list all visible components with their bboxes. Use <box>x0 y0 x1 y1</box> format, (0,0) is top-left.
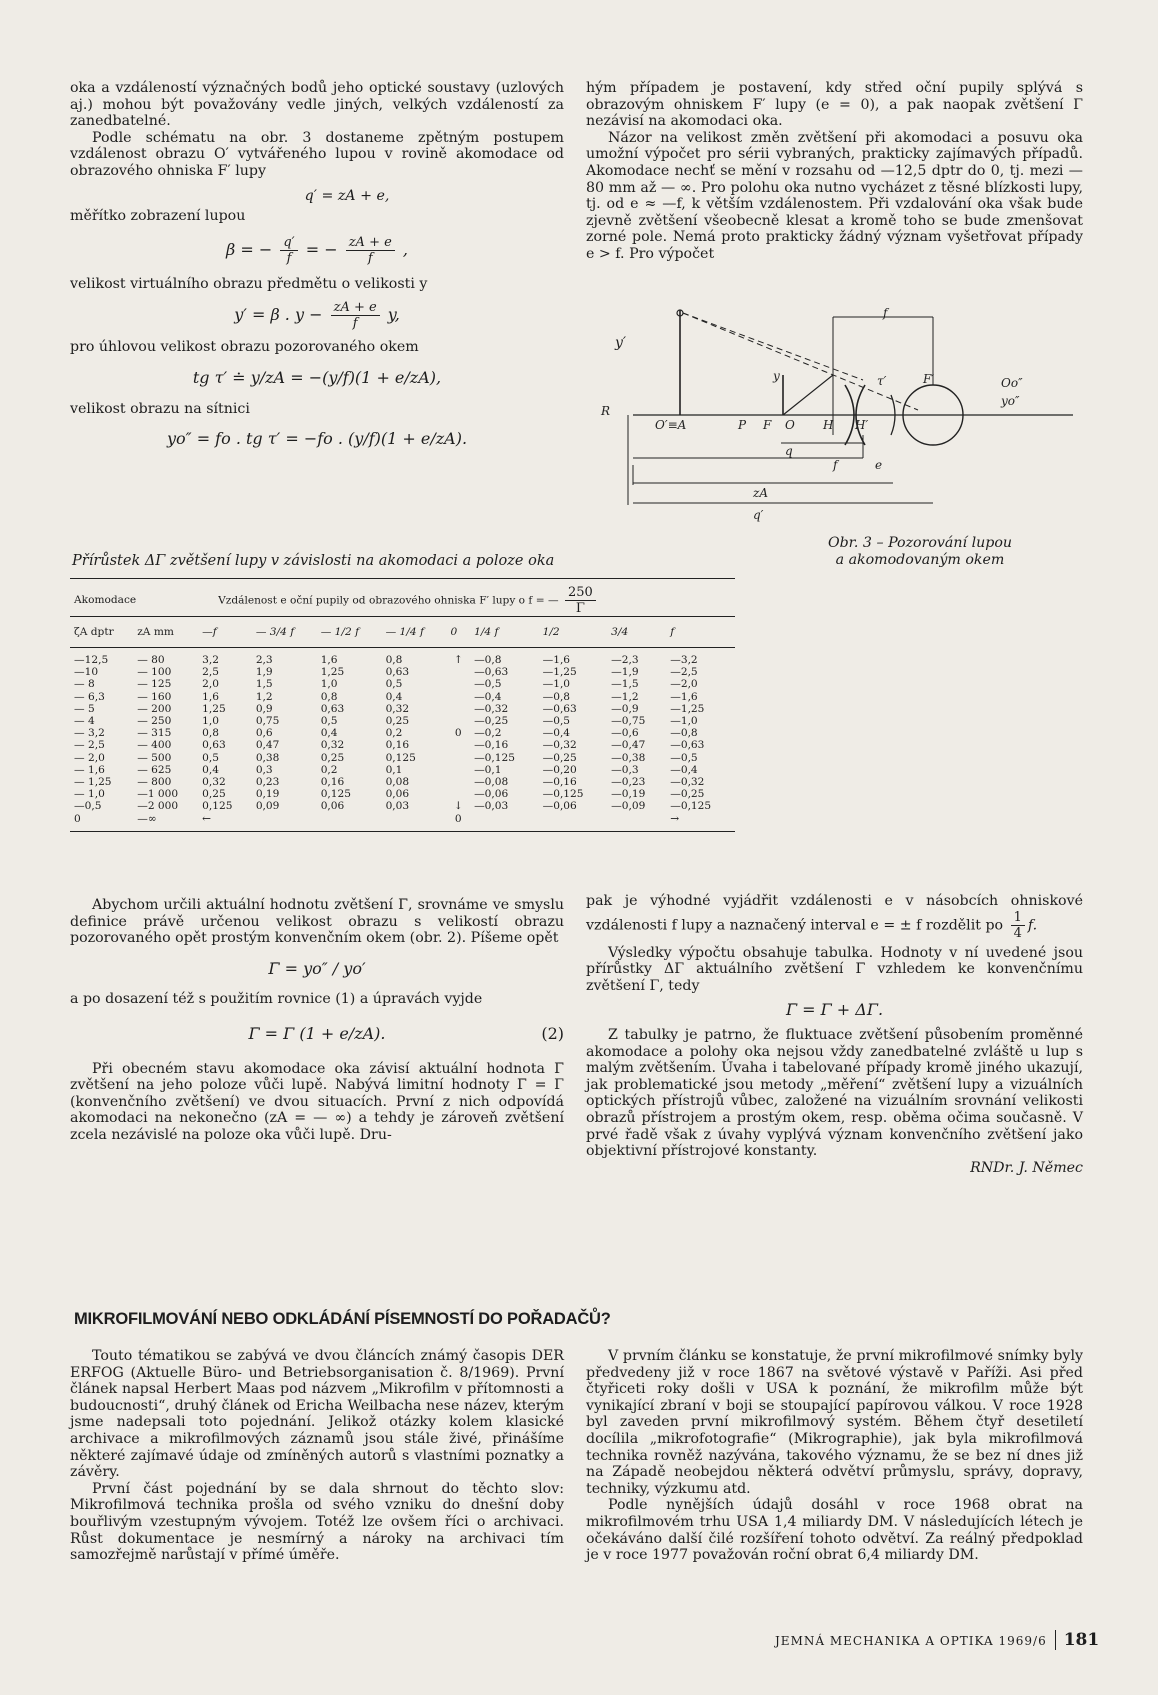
table-cell: —0,125 <box>670 800 712 813</box>
cell-z: — 400 <box>137 739 172 752</box>
table-cell: —0,16 <box>474 739 509 752</box>
table-cell <box>252 813 317 832</box>
label-zA: zA <box>753 486 768 500</box>
table-cell: 0,125 <box>320 788 352 801</box>
table-cell: 0,63 <box>202 739 226 752</box>
table-cell <box>446 764 470 776</box>
cell-z: —1 000 <box>137 788 179 801</box>
label-yo: yo″ <box>1001 394 1020 408</box>
table-cell <box>317 813 382 832</box>
ray <box>783 375 833 415</box>
table-cell: 0,63 <box>320 702 345 715</box>
table-cell: —1,25 <box>542 666 577 679</box>
table-cell: 2,3 <box>255 654 273 666</box>
cell-zeta: — 4 <box>74 715 95 728</box>
table-cell: 0,6 <box>255 727 273 740</box>
table-cell: 0,16 <box>320 776 345 789</box>
page-number: 181 <box>1055 1630 1100 1650</box>
table-cell: 0,4 <box>385 690 403 703</box>
table-row <box>70 703 735 715</box>
table-cell: 1,0 <box>202 715 219 728</box>
col-e-header: 0 <box>446 617 470 648</box>
col-e-header: — 3/4 f <box>252 617 317 648</box>
table-cell: —0,09 <box>611 800 646 813</box>
table-row <box>70 752 735 764</box>
table-cell: 3,2 <box>202 654 219 666</box>
label-H: H <box>823 418 834 432</box>
equation-yo: yo″ = fo . tg τ′ = −fo . (y/f)(1 + e/zA). <box>166 429 468 449</box>
table-cell <box>446 776 470 788</box>
table-cell: 0,47 <box>255 739 280 752</box>
paragraph: Názor na velikost změn zvětšení při akomodaci a posuvu oka umožní výpočet pro sérii vybraných, prakticky zajímavých případů. Akomodace nechť se mění v rozsahu od —12,5 dptr do 0, tj. mezi —80 mm až — ∞. Pro polohu oka nutno vycházet z těsné blízkosti lupy, tj. od e ≈ —f, k větším vzdálenostem. Při vzdalování oka však bude zjevně zvětšení všeobecně klesat a kromě toho se bude zmenšovat zorné pole. Nemá proto prakticky žádný význam vyšetřovat případy e > f. Pro výpočet <box>586 129 1083 262</box>
table-cell: 0,8 <box>385 654 403 666</box>
col-e-header: 3/4 <box>607 617 666 648</box>
article2-left-column <box>70 1348 564 1564</box>
cell-zeta: — 1,0 <box>74 788 105 801</box>
cell-zeta: — 1,6 <box>74 763 105 776</box>
table-cell: 0,4 <box>320 727 338 740</box>
cell-z: — 160 <box>137 690 172 703</box>
table-row <box>70 678 735 690</box>
table-cell: 0,5 <box>202 751 219 764</box>
label-Hp: H′ <box>855 418 869 432</box>
cell-zeta: — 5 <box>74 702 95 715</box>
table-cell: ← <box>198 813 252 832</box>
label-qp: q′ <box>753 508 764 522</box>
table-row <box>70 813 735 832</box>
table-cell: —2,0 <box>670 678 698 691</box>
cell-z: — 125 <box>137 678 172 691</box>
left-mid-column <box>70 897 564 1144</box>
col-z: zA mm <box>133 617 198 648</box>
table-cell <box>607 813 666 832</box>
table-cell: —0,5 <box>670 751 698 764</box>
label-uhlova: pro úhlovou velikost obrazu pozorovaného okem <box>70 339 419 356</box>
cell-z: — 500 <box>137 751 172 764</box>
table-cell <box>470 813 539 832</box>
cell-zeta: —0,5 <box>74 800 102 813</box>
table-row <box>70 764 735 776</box>
table-cell: 0,23 <box>255 776 280 789</box>
table-cell: —0,32 <box>474 702 509 715</box>
label-O: O <box>785 418 795 432</box>
paragraph: a po dosazení též s použitím rovnice (1) a úpravách vyjde <box>70 991 483 1008</box>
table-cell: 0,25 <box>320 751 345 764</box>
table-cell: —0,06 <box>542 800 577 813</box>
header-akomodace: Akomodace <box>70 579 198 617</box>
col-e-header: —f <box>198 617 252 648</box>
table-row <box>70 788 735 800</box>
table-cell: —0,5 <box>474 678 502 691</box>
table-cell: —3,2 <box>670 654 698 666</box>
col-e-header: f <box>666 617 735 648</box>
label-q: q <box>785 444 793 458</box>
equation-beta: β = − $\frac{q'}{f}$ = − $\frac{zA + e}{f}$ , <box>226 234 408 266</box>
paragraph: Touto tématikou se zabývá ve dvou článcích známý časopis DER ERFOG (Aktuelle Büro- und Betriebsorganisation č. 8/1969). První článek napsal Herbert Maas pod názvem „Mikrofilm v přítomnosti a budoucnosti“, druhý článek od Ericha Weilbacha nese název, kterým jsme nadepsali toto pojednání. Jelikož otázky kolem klasické archivace a mikrofilmových záznamů jsou stále živé, přinášíme některé zajímavé údaje od zmíněných autorů s vlastními poznatky a závěry. <box>70 1348 564 1481</box>
cell-zeta: — 6,3 <box>74 690 105 703</box>
table-cell: —0,23 <box>611 776 646 789</box>
table-cell: ↑ <box>453 654 463 666</box>
table-cell: 0,2 <box>385 727 403 740</box>
label-OA: O′≡A <box>655 418 687 432</box>
table-cell: 0,03 <box>385 800 410 813</box>
label-f-bottom: f <box>833 458 838 472</box>
table-cell: —0,125 <box>542 788 584 801</box>
table-row <box>70 715 735 727</box>
table-cell: —0,3 <box>611 763 639 776</box>
table-cell: —0,38 <box>611 751 646 764</box>
table-body <box>70 648 735 832</box>
paragraph: pak je výhodné vyjádřit vzdálenosti e v násobcích ohniskové vzdálenosti f lupy a naznačený interval e = ± f rozdělit po $\frac{1}{4}$ f. <box>586 893 1083 941</box>
paragraph: oka a vzdáleností význačných bodů jeho optické soustavy (uzlových aj.) mohou být považovány vedle jiných, velkých vzdáleností za zanedbatelné. <box>70 80 564 130</box>
table-cell: 0,5 <box>320 715 338 728</box>
table-cell: 0,32 <box>202 776 226 789</box>
table-cell: —0,4 <box>474 690 502 703</box>
table-cell: 0,125 <box>385 751 416 764</box>
table-cell: 1,9 <box>255 666 273 679</box>
table-cell: —0,75 <box>611 715 646 728</box>
data-table <box>70 578 735 832</box>
table-cell: —0,63 <box>670 739 705 752</box>
table-cell: —0,08 <box>474 776 509 789</box>
table-cell <box>446 752 470 764</box>
table-row <box>70 776 735 788</box>
table-caption: Přírůstek ΔΓ zvětšení lupy v závislosti na akomodaci a poloze oka <box>72 553 555 569</box>
label-f-top: f <box>883 306 888 320</box>
label-F-prime: F′ <box>923 372 935 386</box>
table-cell <box>446 715 470 727</box>
left-top-column <box>70 80 564 448</box>
table-cell: —0,2 <box>474 727 502 740</box>
label-velikost: velikost virtuálního obrazu předmětu o velikosti y <box>70 275 428 292</box>
table-cell: —0,1 <box>474 763 502 776</box>
header-vzdalenost: Vzdálenost e oční pupily od obrazového ohniska F′ lupy o f = — $\frac{250}{\Gamma}$ <box>198 579 735 617</box>
table-cell: 1,5 <box>255 678 273 691</box>
table-cell: 0,8 <box>320 690 338 703</box>
table-cell: 0,09 <box>255 800 280 813</box>
table-cell: 0,1 <box>385 763 403 776</box>
label-sitnice: velikost obrazu na sítnici <box>70 400 250 417</box>
label-Oo: Oo″ <box>1001 376 1023 390</box>
col-e-header: — 1/2 f <box>317 617 382 648</box>
right-mid-column <box>586 893 1083 1176</box>
paragraph: Výsledky výpočtu obsahuje tabulka. Hodnoty v ní uvedené jsou přírůstky ΔΓ aktuálního zvětšení Γ̄ vzhledem ke konvenčnímu zvětšení Γ, tedy <box>586 944 1083 994</box>
label-y-prime: y′ <box>615 335 627 351</box>
paragraph: Podle schématu na obr. 3 dostaneme zpětným postupem vzdálenost obrazu O′ vytvářeného lupou v rovině akomodace od obrazového ohniska F′ lupy <box>70 129 564 179</box>
cell-zeta: —10 <box>74 666 99 679</box>
table-cell <box>446 691 470 703</box>
table-column-header-row <box>70 617 735 648</box>
cell-zeta: —12,5 <box>74 654 109 666</box>
equation-y-prime: y′ = β . y − $\frac{zA + e}{f}$ y, <box>234 300 400 332</box>
table-cell: 0,06 <box>385 788 410 801</box>
label-y: y <box>773 369 780 383</box>
figure-lens-diagram <box>601 305 1083 530</box>
table-cell: 0,9 <box>255 702 273 715</box>
table-cell: 0,3 <box>255 763 273 776</box>
equation-delta: Γ̄ = Γ + ΔΓ. <box>785 1000 884 1020</box>
table-cell: 0,08 <box>385 776 410 789</box>
ray-dashed <box>683 313 918 410</box>
table-cell: —0,47 <box>611 739 646 752</box>
table-cell: 0,63 <box>385 666 410 679</box>
cell-z: — 250 <box>137 715 172 728</box>
table-cell: —0,03 <box>474 800 509 813</box>
table-cell: 2,0 <box>202 678 219 691</box>
table-cell: 0,06 <box>320 800 345 813</box>
table-cell: —0,6 <box>611 727 639 740</box>
col-zeta: ζA dptr <box>70 617 133 648</box>
table-cell: 0,38 <box>255 751 280 764</box>
article2-right-column <box>586 1348 1083 1564</box>
label-F: F <box>763 418 772 432</box>
table-cell: —0,20 <box>542 763 577 776</box>
table-cell: —1,2 <box>611 690 639 703</box>
table-cell: ↓ <box>453 800 463 813</box>
paragraph: Při obecném stavu akomodace oka závisí aktuální hodnota Γ̄ zvětšení na jeho poloze vůči lupě. Nabývá limitní hodnoty Γ̄ = Γ (konvenčního zvětšení) ve dvou situacích. První z nich odpovídá akomodaci na nekonečno (zA = — ∞) a tehdy je zároveň zvětšení zcela nezávislé na poloze oka vůči lupě. Dru- <box>70 1060 564 1143</box>
table-cell: 1,0 <box>320 678 338 691</box>
table-cell: 1,6 <box>202 690 219 703</box>
page-footer <box>775 1630 1099 1650</box>
label-R: R <box>601 404 611 418</box>
cell-z: —∞ <box>133 813 198 832</box>
equation-2: Γ̄ = Γ (1 + e/zA). (2) <box>248 1023 564 1043</box>
col-e-header: 1/2 <box>539 617 608 648</box>
cell-zeta: — 2,0 <box>74 751 105 764</box>
table-cell: —0,4 <box>670 763 698 776</box>
table-cell <box>382 813 447 832</box>
cell-zeta: 0 <box>70 813 133 832</box>
table-cell: 0,25 <box>202 788 226 801</box>
cell-z: — 315 <box>137 727 172 740</box>
table-cell: —0,8 <box>474 654 502 666</box>
table-cell: —1,25 <box>670 702 705 715</box>
table-cell: —1,6 <box>670 690 698 703</box>
equation-q: q′ = zA + e, <box>304 187 390 204</box>
equation-tau: tg τ′ ≐ y/zA = −(y/f)(1 + e/zA), <box>192 367 442 387</box>
table-cell: —0,8 <box>542 690 571 703</box>
paragraph: hým případem je postavení, kdy střed oční pupily splývá s obrazovým ohniskem F′ lupy (e = 0), a pak naopak zvětšení Γ nezávisí na akomodaci oka. <box>586 80 1083 130</box>
paragraph: První část pojednání by se dala shrnout do těchto slov: Mikrofilmová technika prošla od svého vzniku do dnešní doby bouřlivým vzestupným vývojem. Totéž lze ovšem říci o archivaci. Růst dokumentace je nesmírný a nároky na archivaci tím samozřejmě narůstají v přímé úměře. <box>70 1480 564 1564</box>
table-row <box>70 648 735 667</box>
table-row <box>70 666 735 678</box>
table-cell: 0,5 <box>385 678 403 691</box>
table-cell: 0,32 <box>320 739 345 752</box>
table-cell: 0,32 <box>385 702 410 715</box>
cell-zeta: — 8 <box>74 678 95 691</box>
cell-zeta: — 2,5 <box>74 739 105 752</box>
col-e-header: — 1/4 f <box>382 617 447 648</box>
table-cell: —1,0 <box>542 678 571 691</box>
table-cell: —0,25 <box>542 751 577 764</box>
author-signature: RNDr. J. Němec <box>970 1159 1083 1176</box>
table-cell <box>446 739 470 751</box>
table-row <box>70 691 735 703</box>
paragraph: Podle nynějších údajů dosáhl v roce 1968 obrat na mikrofilmovém trhu USA 1,4 miliardy DM. V následujících létech je očekáváno další čilé rozšíření tohoto odvětví. Za reálný předpoklad je v roce 1977 považován roční obrat 6,4 miliardy DM. <box>586 1497 1083 1564</box>
table-cell: —0,19 <box>611 788 646 801</box>
table-row <box>70 727 735 739</box>
table-cell: —1,5 <box>611 678 639 691</box>
table-cell: 0,2 <box>320 763 338 776</box>
right-top-column <box>586 80 1083 263</box>
cell-z: — 800 <box>137 776 172 789</box>
table-cell: 0,4 <box>202 763 219 776</box>
table-cell: —0,32 <box>670 776 705 789</box>
table-cell <box>446 678 470 690</box>
table-cell <box>446 703 470 715</box>
table-cell: 0,8 <box>202 727 219 740</box>
table-cell: —2,3 <box>611 654 639 666</box>
table-cell: —0,25 <box>670 788 705 801</box>
table-cell: —0,9 <box>611 702 639 715</box>
table-cell: 0,125 <box>202 800 233 813</box>
table-cell: —0,25 <box>474 715 509 728</box>
table-cell: —0,5 <box>542 715 571 728</box>
table-cell: —1,6 <box>542 654 571 666</box>
equation-gamma-bar: Γ̄ = yo″ / yo′ <box>268 958 366 978</box>
cell-zeta: — 1,25 <box>74 776 112 789</box>
table-cell <box>539 813 608 832</box>
paragraph: V prvním článku se konstatuje, že první mikrofilmové snímky byly předvedeny již v roce 1867 na světové výstavě v Paříži. Asi před čtyřiceti roky došli v USA k poznání, že mikrofilm může být vynikající zbraní v boji se stoupající papírovou válkou. V roce 1928 byl zaveden první mikrofilmový systém. Během čtyř desetiletí docílila „mikrofotografie“ (Mikrographie), jak byla mikrofilmová technika rovněž nazývána, takového významu, že se bez ní dnes již na Západě neobejdou některá odvětví průmyslu, správy, dopravy, techniky, výzkumu atd. <box>586 1348 1083 1497</box>
article-heading: MIKROFILMOVÁNÍ NEBO ODKLÁDÁNÍ PÍSEMNOSTÍ DO POŘADAČŮ? <box>74 1310 611 1328</box>
table-cell: —0,4 <box>542 727 571 740</box>
table-cell: 0,25 <box>385 715 410 728</box>
table-cell: —2,5 <box>670 666 698 679</box>
table-cell: 1,6 <box>320 654 338 666</box>
table-cell: 0,19 <box>255 788 280 801</box>
cell-z: — 80 <box>137 654 165 666</box>
table-cell: 0,16 <box>385 739 410 752</box>
col-e-header: 1/4 f <box>470 617 539 648</box>
paragraph: Z tabulky je patrno, že fluktuace zvětšení působením proměnné akomodace a polohy oka nejsou vždy zanedbatelné zvláště u lup s malým zvětšením. Úvaha i tabelované případy kromě jiného ukazují, jak problematické jsou metody „měření“ zvětšení lupy a vizuálních optických přístrojů vůbec, založené na vizuálním srovnání velikosti obrazů přístrojem a prostým okem, resp. oběma očima současně. V prvé řadě však z úvahy vyplývá význam konvenčního zvětšení jako objektivní přístrojové konstanty. <box>586 1026 1083 1160</box>
cell-z: — 625 <box>137 763 172 776</box>
table-row <box>70 739 735 751</box>
table-cell: —0,8 <box>670 727 698 740</box>
paragraph: Abychom určili aktuální hodnotu zvětšení Γ̄, srovnáme ve smyslu definice právě určenou velikost obrazu s velikostí obrazu pozorovaného opět prostým konvenčním okem (obr. 2). Píšeme opět <box>70 897 564 947</box>
table-cell: 0 <box>454 727 462 740</box>
table-cell: —1,0 <box>670 715 698 728</box>
table-cell: → <box>666 813 735 832</box>
table-cell <box>446 666 470 678</box>
table-header-row <box>70 579 735 617</box>
table-cell: —0,125 <box>474 751 515 764</box>
table-cell: 2,5 <box>202 666 219 679</box>
table-cell: —0,63 <box>474 666 509 679</box>
table-cell: —1,9 <box>611 666 639 679</box>
table-cell: 0,75 <box>255 715 280 728</box>
table-cell: —0,16 <box>542 776 577 789</box>
figure-caption: Obr. 3 – Pozorování lupou a akomodovaným okem <box>827 535 1013 568</box>
table-cell: —0,06 <box>474 788 509 801</box>
label-meritko: měřítko zobrazení lupou <box>70 208 246 225</box>
table-cell: —0,63 <box>542 702 577 715</box>
cell-zeta: — 3,2 <box>74 727 105 740</box>
table-cell: 0 <box>446 813 470 832</box>
table-cell: —0,32 <box>542 739 577 752</box>
label-e: e <box>875 458 883 472</box>
cell-z: — 100 <box>137 666 172 679</box>
journal-name: JEMNÁ MECHANIKA A OPTIKA 1969/6 <box>775 1634 1047 1648</box>
cell-z: — 200 <box>137 702 172 715</box>
table-cell: 1,25 <box>320 666 345 679</box>
label-tau: τ′ <box>877 374 887 388</box>
label-P: P <box>738 418 747 432</box>
table-row <box>70 800 735 812</box>
table-cell: 1,25 <box>202 702 226 715</box>
table-cell <box>446 788 470 800</box>
table-cell: 1,2 <box>255 690 273 703</box>
cell-z: —2 000 <box>137 800 179 813</box>
